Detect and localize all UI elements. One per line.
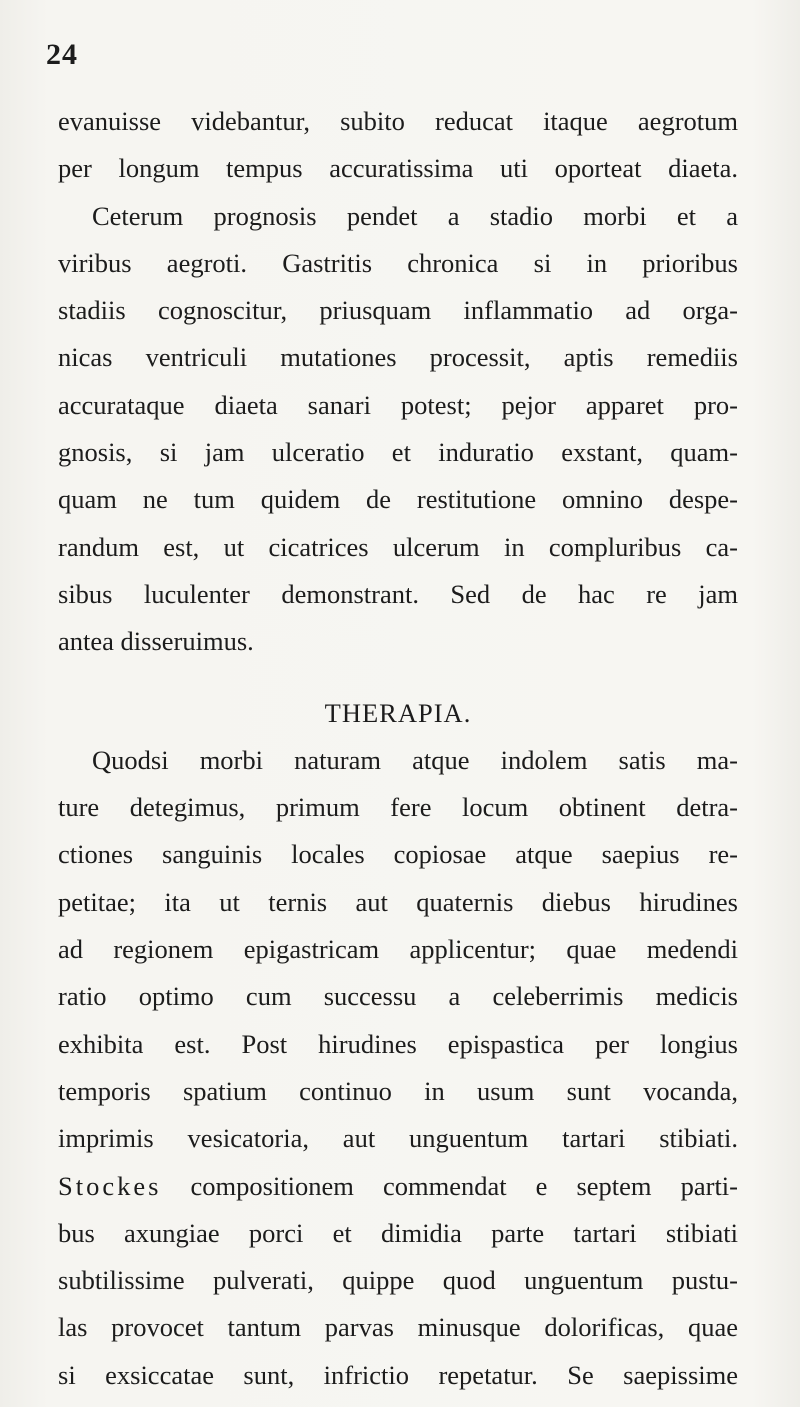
text-line: imprimis vesicatoria, aut unguentum tartari stibiati. xyxy=(58,1123,738,1154)
section-heading: THERAPIA. xyxy=(324,697,472,728)
text-line: bus axungiae porci et dimidia parte tartari stibiati xyxy=(58,1217,738,1248)
text-line: Ceterum prognosis pendet a stadio morbi et a xyxy=(92,200,738,231)
page-number: 24 xyxy=(46,38,78,71)
text-line: sibus luculenter demonstrant. Sed de hac re jam xyxy=(58,578,738,609)
text-line: evanuisse videbantur, subito reducat itaque aegrotum xyxy=(58,106,738,136)
text-line: ratio optimo cum successu a celeberrimis medicis xyxy=(58,981,738,1012)
text-line: ture detegimus, primum fere locum obtinent detra- xyxy=(58,792,738,823)
text-line: gnosis, si jam ulceratio et induratio exstant, quam- xyxy=(58,437,738,468)
text-line: nicas ventriculi mutationes processit, aptis remediis xyxy=(58,342,738,373)
text-line: petitae; ita ut ternis aut quaternis diebus hirudines xyxy=(58,886,738,917)
text-line: temporis spatium continuo in usum sunt vocanda, xyxy=(58,1075,738,1106)
text-fragment: compositionem commendat e septem parti- xyxy=(161,1170,738,1201)
text-line: quam ne tum quidem de restitutione omnino despe- xyxy=(58,484,738,515)
body-text xyxy=(58,98,738,1399)
text-line: subtilissime pulverati, quippe quod unguentum pustu- xyxy=(58,1265,738,1296)
text-line: ctiones sanguinis locales copiosae atque saepius re- xyxy=(58,839,738,870)
text-line: las provocet tantum parvas minusque dolorificas, quae xyxy=(58,1312,738,1343)
text-line: ad regionem epigastricam applicentur; quae medendi xyxy=(58,934,738,965)
text-line: accurataque diaeta sanari potest; pejor apparet pro- xyxy=(58,389,738,420)
text-line: viribus aegroti. Gastritis chronica si in prioribus xyxy=(58,247,738,278)
text-line: si exsiccatae sunt, infrictio repetatur. Se saepissime xyxy=(58,1359,738,1390)
text-line: stadiis cognoscitur, priusquam inflammatio ad orga- xyxy=(58,295,738,326)
text-line: Quodsi morbi naturam atque indolem satis ma- xyxy=(92,744,738,775)
text-line: antea disseruimus. xyxy=(58,626,254,657)
text-line: exhibita est. Post hirudines epispastica per longius xyxy=(58,1028,738,1059)
text-line-stockes xyxy=(58,1163,738,1210)
text-line: per longum tempus accuratissima uti oporteat diaeta. xyxy=(58,153,738,184)
author-name: Stockes xyxy=(58,1170,162,1201)
text-line: randum est, ut cicatrices ulcerum in compluribus ca- xyxy=(58,531,738,562)
